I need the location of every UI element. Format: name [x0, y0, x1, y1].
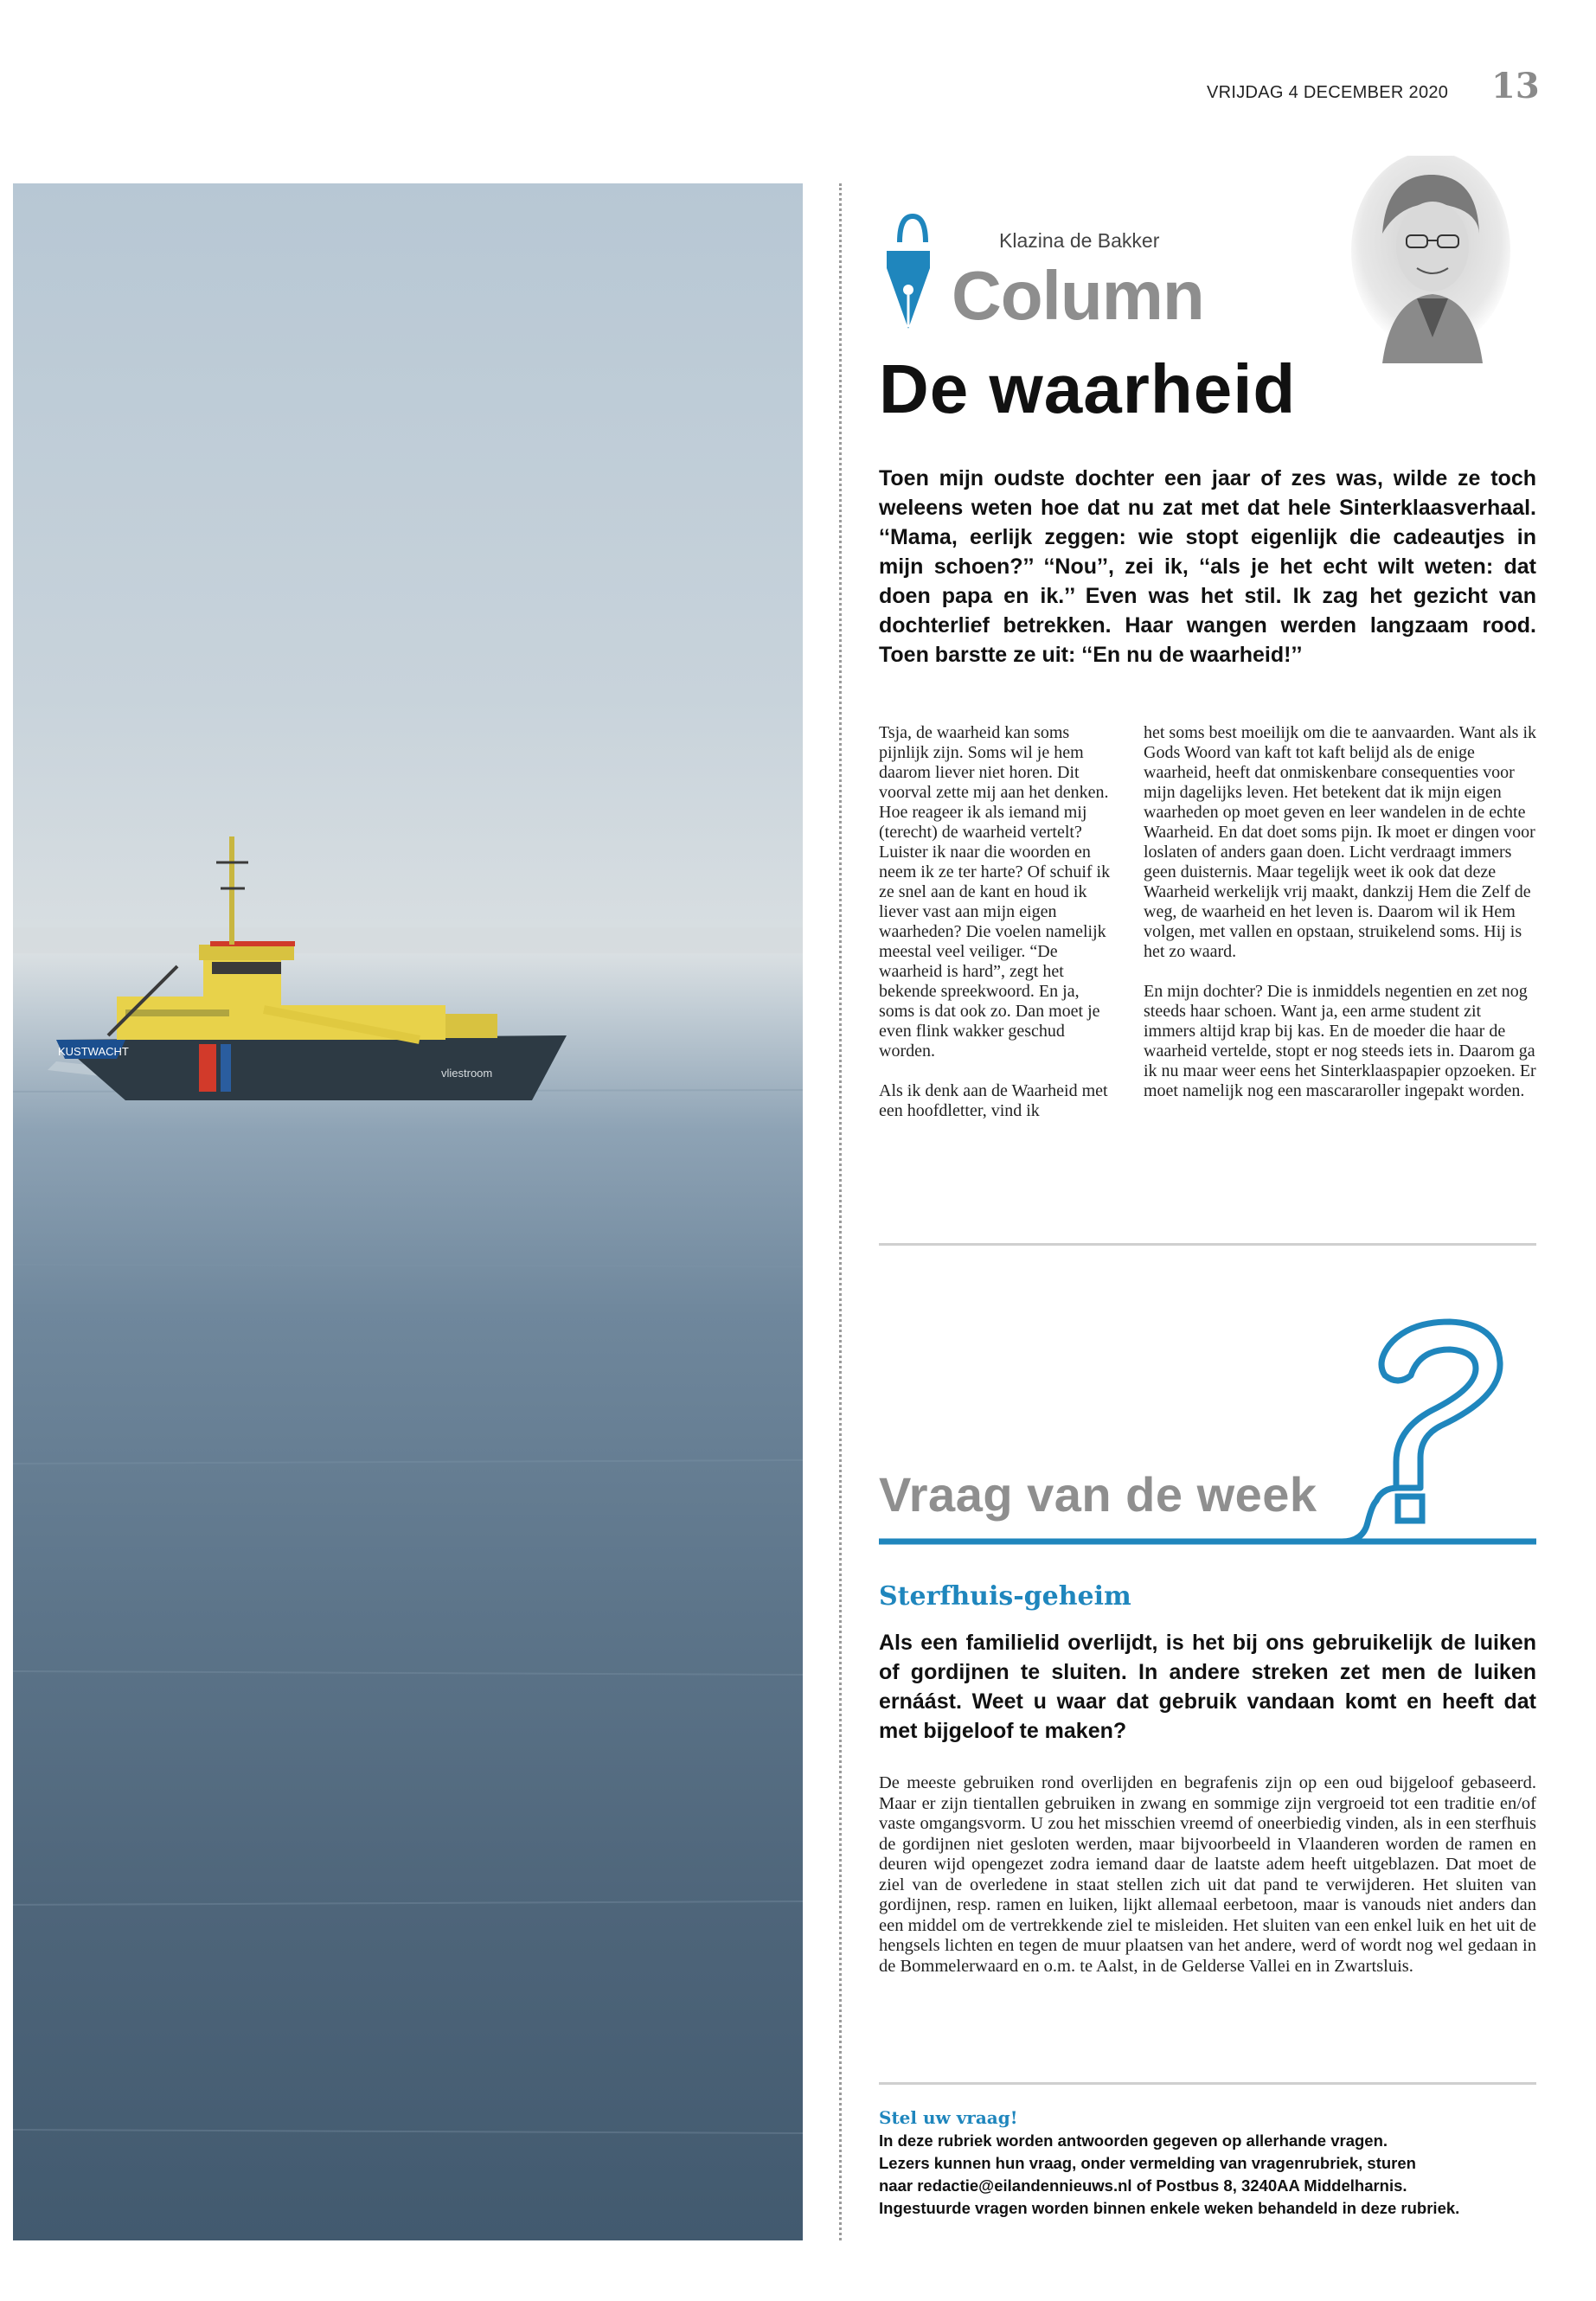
- column-body-left: [879, 723, 1112, 1141]
- dotted-divider: [839, 183, 842, 2240]
- answer-text: De meeste gebruiken rond overlijden en begrafenis zijn op een oud bijgeloof gebaseerd. Maar er zijn tientallen gebruiken in zwang en sommige zijn vergroeid tot een traditie en/of vaste omgangsvorm. U zou het misschien vreemd of oneerbiedig vinden, als in een sterfhuis de gordijnen niet gesloten werden, maar bijvoorbeeld in Vlaanderen worden de ramen en deuren wijd opengezet zodra iemand daar de laatste adem heeft uitgeblazen. Dat moet de ziel van de overledene in staat stellen zich uit dat pand te verwijderen. Het sluiten van gordijnen, resp. ramen en luiken, lijkt allemaal eerbetoon, maar is vanouds niet anders dan een middel om de vertrekkende ziel te misleiden. Het sluiten van een enkel luik en het uit de hengsels lichten en tegen de muur plaatsen van het andere, werd of wordt nog wel gedaan in de Bommelerwaard en o.m. te Aalst, in de Gelderse Vallei en in Zwartsluis.: [879, 1773, 1536, 1976]
- issue-date: VRIJDAG 4 DECEMBER 2020: [1207, 83, 1449, 102]
- section-divider: [879, 2082, 1536, 2085]
- paragraph: Als ik denk aan de Waarheid met een hoofdletter, vind ik: [879, 1081, 1108, 1120]
- page-number: 13: [1491, 66, 1540, 106]
- ship-marking: KUSTWACHT: [58, 1045, 129, 1058]
- sea-ship-photo: [13, 183, 803, 2240]
- ship-name: vliestroom: [441, 1067, 493, 1080]
- column-headline: De waarheid: [879, 350, 1297, 427]
- column-label: Column: [952, 257, 1204, 334]
- column-body-right: [1144, 723, 1537, 1121]
- ask-line: naar redactie@eilandennieuws.nl of Postbus 8, 3240AA Middelharnis.: [879, 2176, 1407, 2195]
- question-subtitle: Sterfhuis-geheim: [879, 1581, 1131, 1612]
- ask-text: [879, 2130, 1545, 2220]
- paragraph: het soms best moeilijk om die te aanvaarden. Want als ik Gods Woord van kaft tot kaft belijd als de enige waarheid, heeft dat onmiskenbare consequenties voor mijn dagelijks leven. Het betekent dat ik mijn eigen waarheden op moet geven en leer wandelen in de echte Waarheid. En dat doet soms pijn. Ik moet er dingen voor loslaten of anders gaan doen. Licht verdraagt immers geen duisternis. Maar tegelijk weet ik ook dat deze Waarheid werkelijk vrij maakt, dankzij Hem die Zelf de weg, de waarheid en het leven is. Daarom wil ik Hem volgen, met vallen en opstaan, struikelend soms. Hij is het zo waard.: [1144, 723, 1537, 961]
- section-title: Vraag van de week: [879, 1467, 1317, 1522]
- ask-title: Stel uw vraag!: [879, 2107, 1018, 2128]
- paragraph: En mijn dochter? Die is inmiddels negentien en zet nog steeds haar schoen. Want ja, een arme student zit immers altijd krap bij kas. En de moeder die haar de waarheid vertelde, stopt er nog steeds iets in. Daarom ga ik nu maar weer eens het Sinterklaaspapier opzoeken. Er moet namelijk nog een mascararoller ingepakt worden.: [1144, 982, 1536, 1100]
- paragraph: Tsja, de waarheid kan soms pijnlijk zijn. Soms wil je hem daarom liever niet horen. Dit voorval zette mij aan het denken. Hoe reageer ik als iemand mij (terecht) de waarheid vertelt? Luister ik naar die woorden en neem ik ze ter harte? Of schuif ik ze snel aan de kant en houd ik liever vast aan mijn eigen waarheden? Die voelen namelijk meestal veel veiliger. “De waarheid is hard”, zegt het bekende spreekwoord. En ja, soms is dat ook zo. Dan moet je even flink wakker geschud worden.: [879, 723, 1111, 1061]
- author-portrait: [1348, 156, 1514, 363]
- ask-line: In deze rubriek worden antwoorden gegeven op allerhande vragen.: [879, 2131, 1388, 2150]
- ask-line: Lezers kunnen hun vraag, onder vermelding van vragenrubriek, sturen: [879, 2154, 1416, 2172]
- author-name: Klazina de Bakker: [999, 229, 1160, 252]
- section-divider: [879, 1243, 1536, 1246]
- column-intro: Toen mijn oudste dochter een jaar of zes was, wilde ze toch weleens weten hoe dat nu zat met dat hele Sinterklaasverhaal. ‘‘Mama, eerlijk zeggen: wie stopt eigenlijk die cadeautjes in mijn schoen?’’ ‘‘Nou’’, zei ik, ‘‘als je het echt wilt weten: dat doen papa en ik.’’ Even was het stil. Ik zag het gezicht van dochterlief betrekken. Haar wangen werden langzaam rood. Toen barstte ze uit: ‘‘En nu de waarheid!’’: [879, 466, 1536, 667]
- ask-line: Ingestuurde vragen worden binnen enkele weken behandeld in deze rubriek.: [879, 2199, 1460, 2217]
- fountain-pen-icon: [882, 208, 934, 337]
- ship-illustration: [13, 183, 803, 2240]
- question-text: Als een familielid overlijdt, is het bij ons gebruikelijk de luiken of gordijnen te sluiten. In andere streken zet men de luiken ernáást. Weet u waar dat gebruik vandaan komt en heeft dat met bijgeloof te maken?: [879, 1631, 1536, 1743]
